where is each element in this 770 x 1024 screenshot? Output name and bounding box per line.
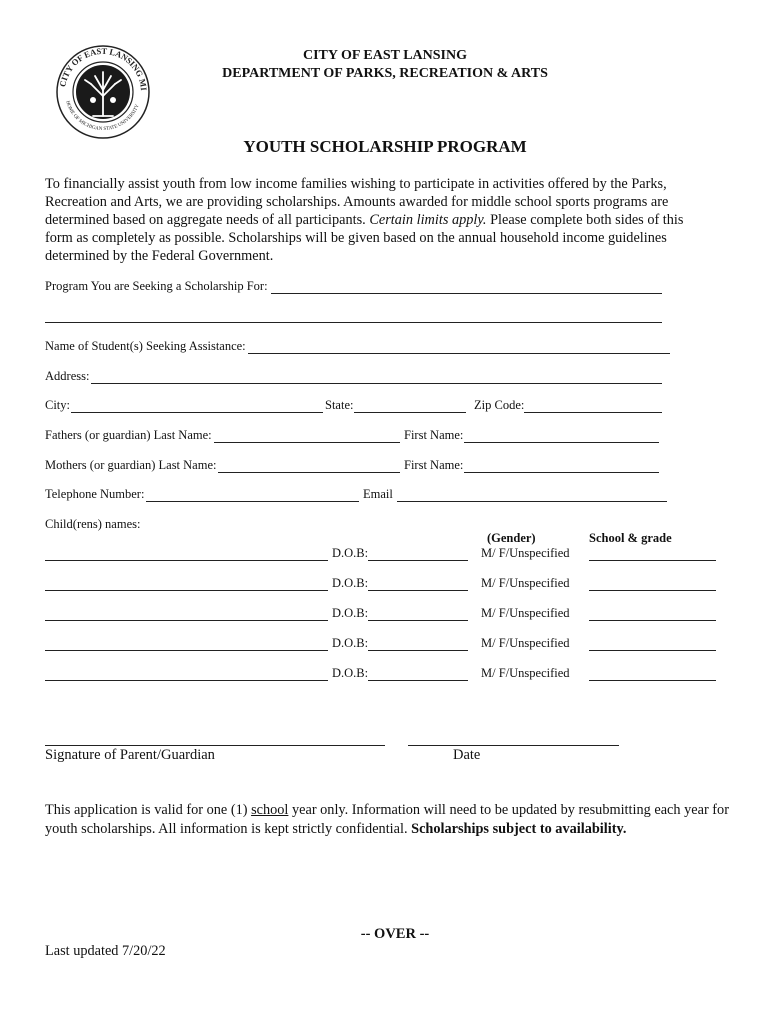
address-field[interactable] — [91, 383, 662, 384]
gender-options: M/ F/Unspecified — [481, 636, 570, 650]
program-label: Program You are Seeking a Scholarship For: — [45, 279, 268, 293]
notice-underlined: school — [251, 802, 289, 818]
city-field[interactable] — [71, 412, 323, 413]
dob-label: D.O.B: — [332, 606, 369, 620]
mother-last-label: Mothers (or guardian) Last Name: — [45, 458, 217, 472]
state-label: State: — [325, 398, 354, 412]
intro-text-2: Please complete both sides of this form as completely as possible. Scholarships will be given based on the annual household income guidelines determined by the Federal Government. — [45, 212, 684, 264]
school-grade-field[interactable] — [589, 560, 716, 561]
gender-options: M/ F/Unspecified — [481, 576, 570, 590]
father-last-label: Fathers (or guardian) Last Name: — [45, 428, 212, 442]
last-updated: Last updated 7/20/22 — [45, 943, 166, 959]
father-first-field[interactable] — [464, 442, 659, 443]
father-last-field[interactable] — [214, 442, 400, 443]
validity-notice — [45, 801, 735, 839]
school-grade-field[interactable] — [589, 590, 716, 591]
gender-options: M/ F/Unspecified — [481, 666, 570, 680]
address-label: Address: — [45, 369, 90, 383]
svg-text:CITY OF EAST LANSING MICHIGAN: CITY OF EAST LANSING MI — [57, 45, 149, 91]
school-grade-field[interactable] — [589, 620, 716, 621]
dob-field[interactable] — [368, 560, 468, 561]
signature-line[interactable] — [45, 745, 385, 746]
header-city: CITY OF EAST LANSING — [302, 48, 468, 63]
dob-label: D.O.B: — [332, 546, 369, 560]
date-label: Date — [453, 747, 481, 763]
gender-options: M/ F/Unspecified — [481, 546, 570, 560]
date-line[interactable] — [408, 745, 619, 746]
page-title: YOUTH SCHOLARSHIP PROGRAM — [243, 137, 527, 156]
over-indicator: -- OVER -- — [360, 926, 430, 942]
email-label: Email — [363, 487, 393, 501]
child-name-field[interactable] — [45, 650, 328, 651]
child-name-field[interactable] — [45, 590, 328, 591]
intro-italic: Certain limits apply. — [369, 212, 487, 228]
mother-first-label: First Name: — [404, 458, 464, 472]
svg-text:HOME OF MICHIGAN STATE UNIVERS: HOME OF MICHIGAN STATE UNIVERSITY — [64, 100, 141, 133]
notice-text-1: This application is valid for one (1) — [45, 802, 248, 818]
school-grade-header: School & grade — [589, 531, 672, 545]
header-department: DEPARTMENT OF PARKS, RECREATION & ARTS — [222, 66, 548, 81]
dob-field[interactable] — [368, 680, 468, 681]
intro-text-1: To financially assist youth from low income families wishing to participate in activities offered by the Parks, Recreation and Arts, we are providing scholarships. Amounts awarded for middle school sports programs are determined based on aggregate needs of all participants. — [45, 176, 669, 228]
intro-paragraph — [45, 175, 710, 265]
telephone-field[interactable] — [146, 501, 359, 502]
telephone-label: Telephone Number: — [45, 487, 145, 501]
mother-last-field[interactable] — [218, 472, 400, 473]
dob-field[interactable] — [368, 590, 468, 591]
state-field[interactable] — [354, 412, 466, 413]
gender-options: M/ F/Unspecified — [481, 606, 570, 620]
dob-field[interactable] — [368, 650, 468, 651]
dob-label: D.O.B: — [332, 666, 369, 680]
program-field-line2[interactable] — [45, 322, 662, 323]
zip-label: Zip Code: — [474, 398, 525, 412]
dob-field[interactable] — [368, 620, 468, 621]
student-name-field[interactable] — [248, 353, 670, 354]
zip-field[interactable] — [524, 412, 662, 413]
school-grade-field[interactable] — [589, 680, 716, 681]
children-label: Child(rens) names: — [45, 517, 141, 531]
email-field[interactable] — [397, 501, 667, 502]
program-field[interactable] — [271, 293, 662, 294]
gender-header: (Gender) — [487, 531, 536, 545]
mother-first-field[interactable] — [464, 472, 659, 473]
student-name-label: Name of Student(s) Seeking Assistance: — [45, 339, 246, 353]
notice-text-2: year only. Information will need to be updated by resubmitting each year for youth scholarships. All information is kept strictly confidential. — [45, 802, 729, 837]
child-name-field[interactable] — [45, 680, 328, 681]
father-first-label: First Name: — [404, 428, 464, 442]
signature-label: Signature of Parent/Guardian — [45, 747, 215, 763]
child-name-field[interactable] — [45, 560, 328, 561]
notice-bold: Scholarships subject to availability. — [411, 821, 627, 837]
school-grade-field[interactable] — [589, 650, 716, 651]
city-label: City: — [45, 398, 71, 412]
dob-label: D.O.B: — [332, 636, 369, 650]
dob-label: D.O.B: — [332, 576, 369, 590]
child-name-field[interactable] — [45, 620, 328, 621]
